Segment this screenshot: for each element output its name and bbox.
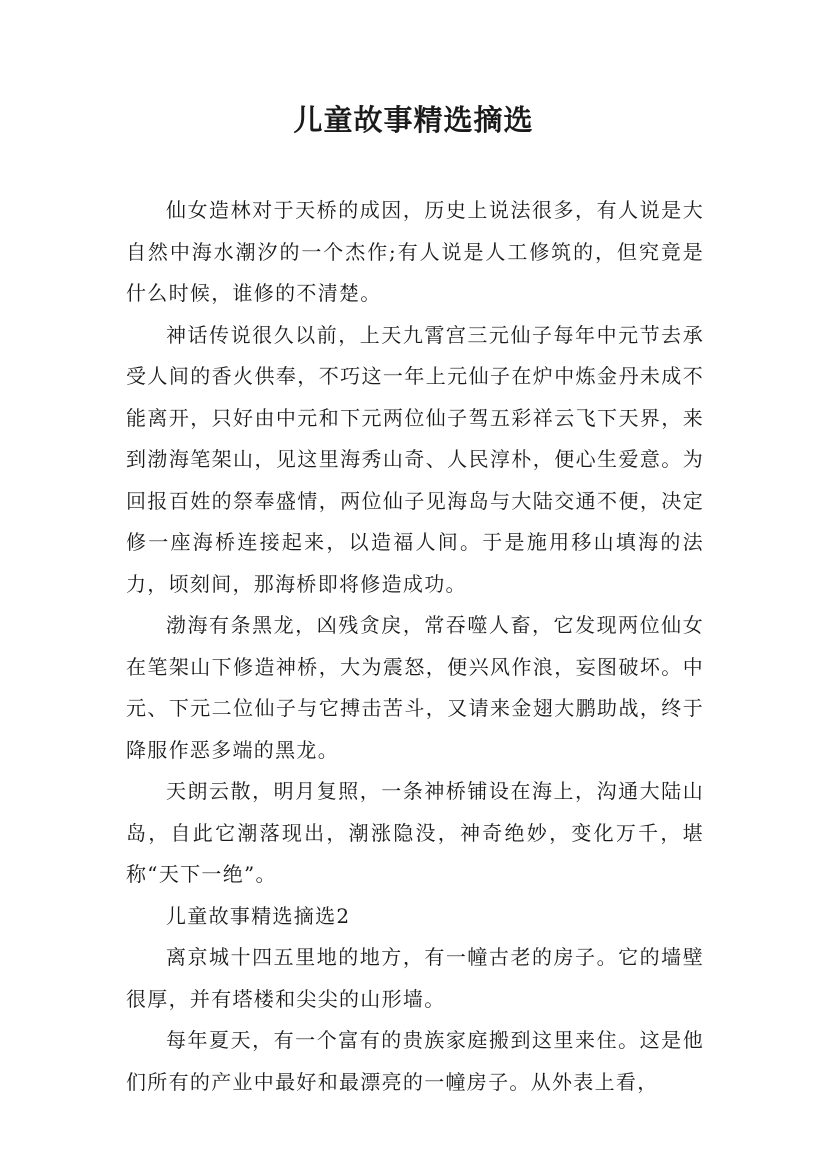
paragraph-2: 神话传说很久以前，上天九霄宫三元仙子每年中元节去承受人间的香火供奉，不巧这一年上元仙子在炉中炼金丹未成不能离开，只好由中元和下元两位仙子驾五彩祥云飞下天界，来到渤海笔架山，见这里海秀山奇、人民淳朴，便心生爱意。为回报百姓的祭奉盛情，两位仙子见海岛与大陆交通不便，决定修一座海桥连接起来，以造福人间。于是施用移山填海的法力，顷刻间，那海桥即将修造成功。 bbox=[126, 322, 704, 596]
document-body bbox=[126, 190, 704, 1103]
document-title: 儿童故事精选摘选 bbox=[293, 103, 534, 137]
paragraph-3: 渤海有条黑龙，凶残贪戾，常吞噬人畜，它发现两位仙女在笔架山下修造神桥，大为震怒，便兴风作浪，妄图破坏。中元、下元二位仙子与它搏击苦斗，又请来金翅大鹏助战，终于降服作恶多端的黑龙。 bbox=[126, 613, 704, 762]
paragraph-6: 每年夏天，有一个富有的贵族家庭搬到这里来住。这是他们所有的产业中最好和最漂亮的一幢房子。从外表上看， bbox=[126, 1028, 704, 1094]
paragraph-1: 仙女造林对于天桥的成因，历史上说法很多，有人说是大自然中海水潮汐的一个杰作;有人说是人工修筑的，但究竟是什么时候，谁修的不清楚。 bbox=[126, 198, 704, 305]
paragraph-4: 天朗云散，明月复照，一条神桥铺设在海上，沟通大陆山岛，自此它潮落现出，潮涨隐没，神奇绝妙，变化万千，堪称“天下一绝”。 bbox=[126, 779, 704, 886]
section-heading-2: 儿童故事精选摘选2 bbox=[166, 903, 351, 928]
paragraph-5: 离京城十四五里地的地方，有一幢古老的房子。它的墙壁很厚，并有塔楼和尖尖的山形墙。 bbox=[126, 945, 704, 1011]
